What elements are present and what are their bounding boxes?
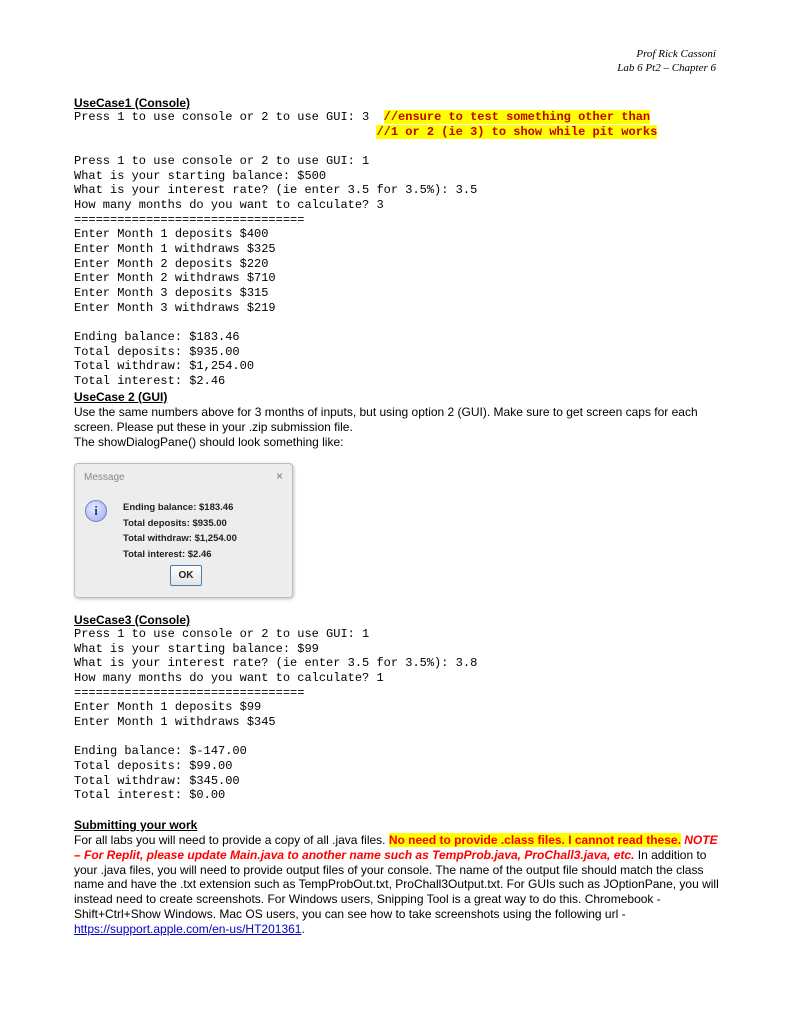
apple-support-link[interactable]: https://support.apple.com/en-us/HT201361 [74,921,302,936]
usecase3-console-output: Press 1 to use console or 2 to use GUI: 1 What is your starting balance: $99 What is your interest rate? (ie enter 3.5 for 3.5%): 3.8 How many months do you want to calculate? 1 ================================ Enter Month 1 deposits $99 Enter Month 1 withdraws $345 Ending balance: $-147.00 Total deposits: $99.00 Total withdraw: $345.00 Total interest: $0.00 [74,627,478,803]
submit-details: In addition to your .java files, you will need to provide output files of your console. The name of the output file should match the class name and have the .txt extension such as TempProbOut.txt, ProChall3Output.txt. For GUIs such as JOptionPane, you will instead need to create screenshots. For Windows users, Snipping Tool is a great way to do this. Chromebook - Shift+Ctrl+Show Windows. Mac OS users, you can see how to take screenshots using the following url - [74,847,719,921]
ok-button[interactable]: OK [170,565,202,586]
usecase2-description [74,405,724,449]
usecase2-dialog-intro: The showDialogPane() should look something like: [74,434,344,449]
usecase3-heading: UseCase3 (Console) [74,613,191,627]
usecase1-heading: UseCase1 (Console) [74,96,191,110]
dialog-total-withdraw: Total withdraw: $1,254.00 [123,533,237,544]
dialog-title: Message [84,472,125,483]
message-dialog [74,463,293,598]
usecase1-indent [74,125,376,139]
dialog-ending-balance: Ending balance: $183.46 [123,502,234,513]
dialog-total-interest: Total interest: $2.46 [123,548,212,560]
submit-end: . [301,921,305,936]
usecase1-prompt-block [74,110,657,139]
usecase1-comment-line2: //1 or 2 (ie 3) to show while pit works [376,124,658,139]
info-icon: i [85,500,107,522]
submitting-text [74,833,724,937]
submit-class-warning: No need to provide .class files. I cannot read these. [388,833,681,847]
submitting-paragraph [74,833,724,937]
usecase1-comment-line1: //ensure to test something other than [383,110,651,124]
usecase2-heading: UseCase 2 (GUI) [74,390,168,404]
usecase1-first-prompt: Press 1 to use console or 2 to use GUI: 3 [74,110,384,124]
dialog-total-deposits: Total deposits: $935.00 [123,517,227,529]
dialog-message [123,500,237,562]
usecase2-instructions: Use the same numbers above for 3 months of inputs, but using option 2 (GUI). Make sure to get screen caps for each screen. Please put these in your .zip submission file. [74,405,698,434]
author-name: Prof Rick Cassoni [636,48,716,60]
submitting-heading: Submitting your work [74,818,198,832]
submit-replit-note: NOTE – For Replit, please update Main.java to another name such as TempProb.java, ProChall3.java, etc. [74,833,718,862]
document-header [617,47,716,75]
lab-title: Lab 6 Pt2 – Chapter 6 [617,62,716,74]
close-icon[interactable]: × [275,469,283,483]
usecase1-console-output: Press 1 to use console or 2 to use GUI: 1 What is your starting balance: $500 What is your interest rate? (ie enter 3.5 for 3.5%): 3.5 How many months do you want to calculate? 3 ================================ Enter Month 1 deposits $400 Enter Month 1 withdraws $325 Enter Month 2 deposits $220 Enter Month 2 withdraws $710 Enter Month 3 deposits $315 Enter Month 3 withdraws $219 Ending balance: $183.46 Total deposits: $935.00 Total withdraw: $1,254.00 Total interest: $2.46 [74,154,478,388]
submit-intro: For all labs you will need to provide a copy of all .java files. [74,833,389,847]
